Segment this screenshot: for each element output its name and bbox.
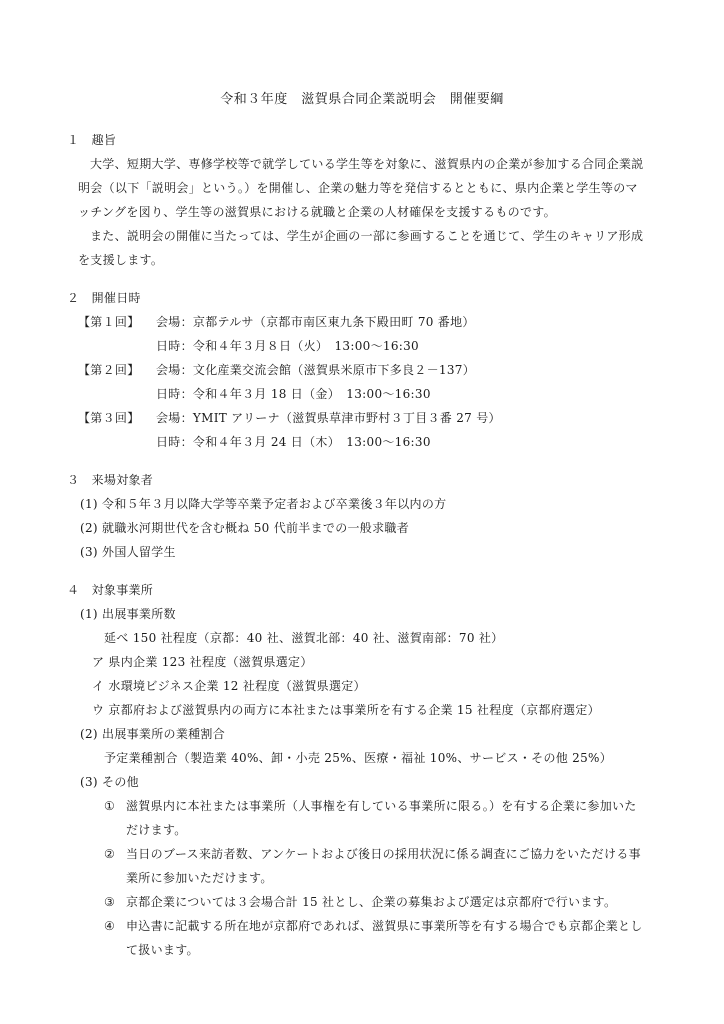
session-date: 日時：令和４年３月８日（火） 13:00～16:30 xyxy=(156,339,419,353)
session-label: 【第１回】 xyxy=(78,315,140,329)
list-item: ア 県内企業 123 社程度（滋賀県選定） xyxy=(92,655,313,669)
item-number: ④ xyxy=(104,919,116,933)
section-1-heading: １ 趣旨 xyxy=(67,133,117,147)
session-venue: 会場：文化産業交流会館（滋賀県米原市下多良２－137） xyxy=(156,363,476,377)
list-item: ウ 京都府および滋賀県内の両方に本社または事業所を有する企業 15 社程度（京都府選定） xyxy=(92,703,600,717)
session-date: 日時：令和４年３月 18 日（金） 13:00～16:30 xyxy=(156,387,431,401)
section-1-p1-line-2: 明会（以下「説明会」という。）を開催し、企業の魅力等を発信するとともに、県内企業と学生等のマ xyxy=(78,181,638,195)
item-text: 滋賀県内に本社または事業所（人事権を有している事業所に限る。）を有する企業に参加いた xyxy=(126,799,637,813)
session-date: 日時：令和４年３月 24 日（木） 13:00～16:30 xyxy=(156,435,431,449)
item-number: ③ xyxy=(104,895,116,909)
session-label: 【第３回】 xyxy=(78,411,140,425)
section-1-p2-line-1: また、説明会の開催に当たっては、学生が企画の一部に参画することを通じて、学生のキャリア形成 xyxy=(90,229,644,243)
section-2-heading: ２ 開催日時 xyxy=(67,291,141,305)
section-3-heading: ３ 来場対象者 xyxy=(67,473,154,487)
list-item: (3) 外国人留学生 xyxy=(80,545,176,559)
subsection-heading: (1) 出展事業所数 xyxy=(80,607,176,621)
session-venue: 会場：YMIT アリーナ（滋賀県草津市野村３丁目３番 27 号） xyxy=(156,411,501,425)
exhibitor-total: 延べ 150 社程度（京都：40 社、滋賀北部：40 社、滋賀南部：70 社） xyxy=(104,631,504,645)
item-text: 業所に参加いただけます。 xyxy=(126,871,273,885)
list-item: (1) 令和５年３月以降大学等卒業予定者および卒業後３年以内の方 xyxy=(80,497,447,511)
section-4-heading: ４ 対象事業所 xyxy=(67,583,154,597)
item-text: 申込書に記載する所在地が京都府であれば、滋賀県に事業所等を有する場合でも京都企業とし xyxy=(126,919,643,933)
session-venue: 会場：京都テルサ（京都市南区東九条下殿田町 70 番地） xyxy=(156,315,475,329)
industry-ratio: 予定業種割合（製造業 40%、卸・小売 25%、医療・福祉 10%、サービス・その他 25%） xyxy=(104,751,613,765)
subsection-heading: (2) 出展事業所の業種割合 xyxy=(80,727,226,741)
item-text: 京都企業については３会場合計 15 社とし、企業の募集および選定は京都府で行います。 xyxy=(126,895,617,909)
section-1-p1-line-1: 大学、短期大学、専修学校等で就学している学生等を対象に、滋賀県内の企業が参加する合同企業説 xyxy=(90,157,644,171)
list-item: (2) 就職氷河期世代を含む概ね 50 代前半までの一般求職者 xyxy=(80,521,410,535)
item-number: ① xyxy=(104,799,116,813)
item-text: だけます。 xyxy=(126,823,187,837)
subsection-heading: (3) その他 xyxy=(80,775,139,789)
item-number: ② xyxy=(104,847,116,861)
list-item: イ 水環境ビジネス企業 12 社程度（滋賀県選定） xyxy=(92,679,366,693)
section-1-p2-line-2: を支援します。 xyxy=(78,253,164,267)
item-text: 当日のブース来訪者数、アンケートおよび後日の採用状況に係る調査にご協力をいただける事 xyxy=(126,847,641,861)
session-label: 【第２回】 xyxy=(78,363,140,377)
document-title: 令和３年度 滋賀県合同企業説明会 開催要綱 xyxy=(220,92,504,107)
section-1-p1-line-3: ッチングを図り、学生等の滋賀県における就職と企業の人材確保を支援するものです。 xyxy=(78,205,556,219)
item-text: て扱います。 xyxy=(126,943,199,957)
